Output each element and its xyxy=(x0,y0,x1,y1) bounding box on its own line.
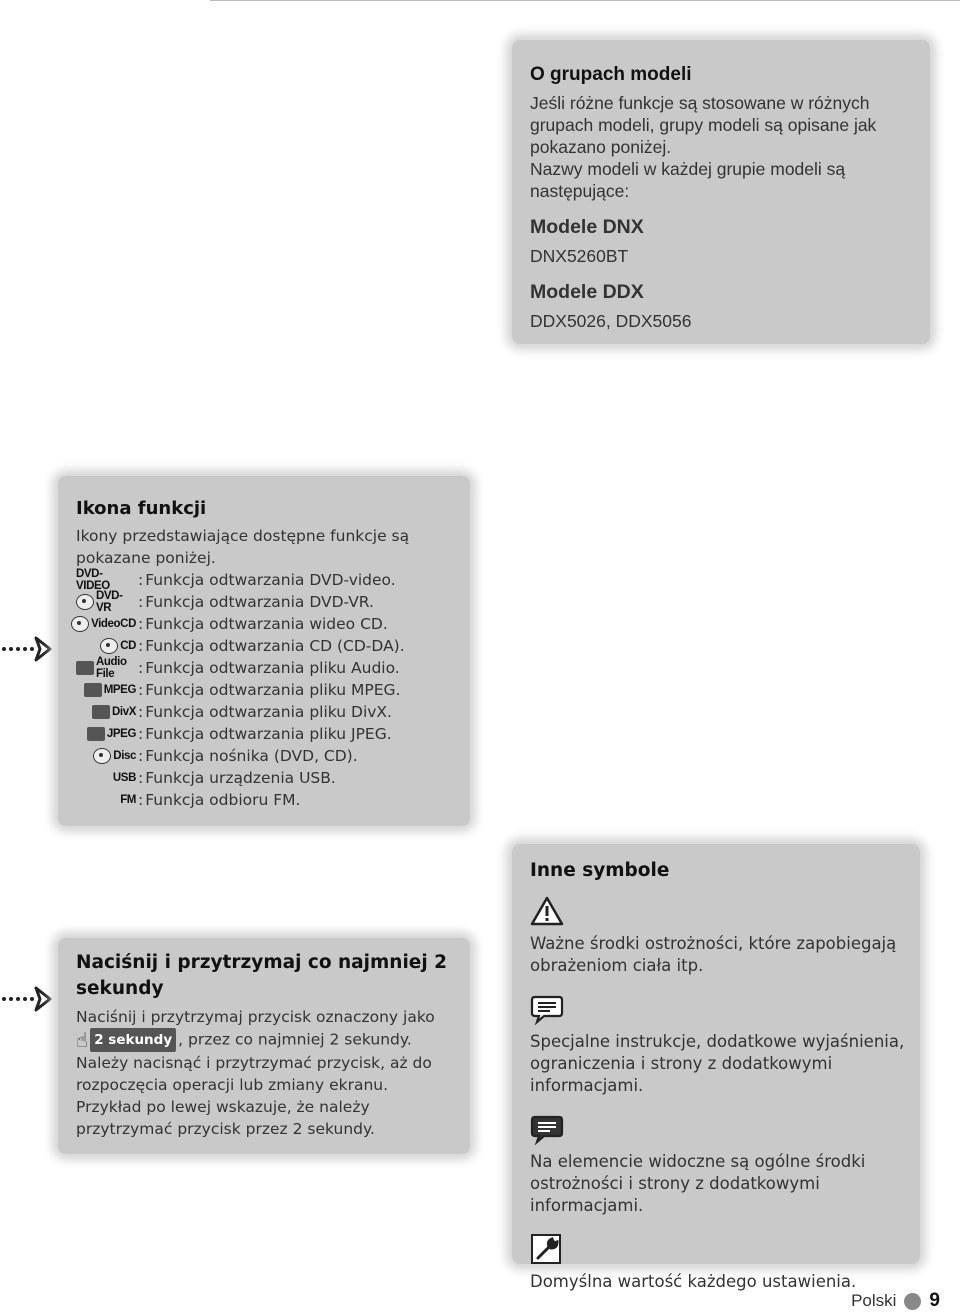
separator: : xyxy=(138,791,144,809)
file-shape-icon xyxy=(87,727,105,741)
function-icon-text: Funkcja odtwarzania pliku DivX. xyxy=(145,703,392,721)
note-text: Specjalne instrukcje, dodatkowe wyjaśnienia, ograniczenia i strony z dodatkowymi informacjami. xyxy=(530,1032,905,1095)
separator: : xyxy=(138,769,144,787)
audio-file-icon xyxy=(76,656,136,680)
video-cd-icon xyxy=(76,615,136,633)
separator: : xyxy=(138,593,144,611)
dvd-video-icon xyxy=(76,568,136,592)
press-hold-title: Naciśnij i przytrzymaj co najmniej 2 sekundy xyxy=(76,952,447,999)
default-text: Domyślna wartość każdego ustawienia. xyxy=(530,1272,857,1291)
separator: : xyxy=(138,725,144,743)
press-hold-line-4: Przykład po lewej wskazuje, że należy przytrzymać przycisk przez 2 sekundy. xyxy=(76,1098,375,1138)
dvd-vr-icon xyxy=(76,590,136,614)
separator: : xyxy=(138,659,144,677)
ddx-group-title: Modele DDX xyxy=(530,281,644,303)
function-icon-text: Funkcja odtwarzania DVD-video. xyxy=(145,571,396,589)
disc-shape-icon xyxy=(76,594,94,610)
function-icons-intro: Ikony przedstawiające dostępne funkcje są pokazane poniżej. xyxy=(76,527,410,567)
divx-icon xyxy=(76,703,136,721)
symbol-warning xyxy=(530,895,910,977)
function-icon-row xyxy=(76,569,456,591)
function-icon-label: CD xyxy=(120,640,136,652)
function-icon-row xyxy=(76,657,456,679)
model-groups-intro: Jeśli różne funkcje są stosowane w różnych grupach modeli, grupy modeli są opisane jak pokazano poniżej. xyxy=(530,93,877,157)
usb-icon xyxy=(76,769,136,787)
page-number: 9 xyxy=(929,1290,940,1311)
function-icon-row xyxy=(76,679,456,701)
footer-dot-icon xyxy=(904,1293,921,1310)
function-icon-row xyxy=(76,767,456,789)
press-hold-line-2-text: , przez co najmniej 2 sekundy. xyxy=(178,1030,412,1049)
function-icons-box xyxy=(58,476,470,826)
file-shape-icon xyxy=(92,705,110,719)
jpeg-icon xyxy=(76,725,136,743)
symbol-default xyxy=(530,1233,910,1293)
other-symbols-box xyxy=(512,844,920,1291)
separator: : xyxy=(138,615,144,633)
function-icon-text: Funkcja odtwarzania pliku MPEG. xyxy=(145,681,401,699)
cd-icon xyxy=(76,637,136,655)
function-icon-row xyxy=(76,591,456,613)
function-icon-row xyxy=(76,613,456,635)
function-icon-label: DVD-VIDEO xyxy=(76,568,110,592)
disc-shape-icon xyxy=(100,638,118,654)
model-groups-title: O grupach modeli xyxy=(530,64,692,85)
separator: : xyxy=(138,703,144,721)
function-icon-row xyxy=(76,701,456,723)
hand-press-icon: ☝ xyxy=(76,1028,89,1052)
warning-icon xyxy=(530,895,564,927)
disc-icon xyxy=(76,747,136,765)
warning-text: Ważne środki ostrożności, które zapobiegają obrażeniom ciała itp. xyxy=(530,934,897,975)
model-groups-intro-2: Nazwy modeli w każdej grupie modeli są następujące: xyxy=(530,159,846,201)
symbol-note xyxy=(530,993,910,1097)
two-seconds-chip: 2 sekundy xyxy=(90,1028,176,1052)
function-icon-row xyxy=(76,635,456,657)
function-icon-label: JPEG xyxy=(106,728,136,740)
other-symbols-title: Inne symbole xyxy=(530,860,670,881)
press-hold-box xyxy=(58,938,470,1154)
function-icon-text: Funkcja odtwarzania pliku JPEG. xyxy=(145,725,392,743)
dnx-group-title: Modele DNX xyxy=(530,216,644,238)
function-icon-text: Funkcja urządzenia USB. xyxy=(145,769,336,787)
fm-icon xyxy=(76,791,136,809)
function-icon-label: MPEG xyxy=(103,684,136,696)
model-groups-box xyxy=(512,40,930,344)
function-icon-text: Funkcja odtwarzania DVD-VR. xyxy=(145,593,374,611)
pointer-arrow-icon xyxy=(0,634,56,664)
press-hold-line-3: Należy nacisnąć i przytrzymać przycisk, aż do rozpoczęcia operacji lub zmiany ekranu. xyxy=(76,1054,432,1094)
pointer-arrow-icon xyxy=(0,984,56,1014)
page-footer xyxy=(851,1290,940,1312)
ddx-group-models: DDX5026, DDX5056 xyxy=(530,311,692,331)
separator: : xyxy=(138,681,144,699)
press-hold-example xyxy=(76,1028,176,1052)
separator: : xyxy=(138,571,144,589)
footer-language: Polski xyxy=(851,1291,897,1310)
file-shape-icon xyxy=(84,683,102,697)
function-icon-label: VideoCD xyxy=(91,618,136,630)
top-rule xyxy=(210,0,960,1)
function-icon-text: Funkcja odtwarzania pliku Audio. xyxy=(145,659,400,677)
function-icon-label: DivX xyxy=(112,706,136,718)
separator: : xyxy=(138,747,144,765)
disc-shape-icon xyxy=(71,616,89,632)
note-icon xyxy=(530,993,564,1025)
function-icon-label: USB xyxy=(112,772,136,784)
function-icon-text: Funkcja odtwarzania wideo CD. xyxy=(145,615,388,633)
function-icons-title: Ikona funkcji xyxy=(76,498,207,519)
press-hold-line-2 xyxy=(76,1028,460,1052)
function-icon-row xyxy=(76,789,456,811)
file-shape-icon xyxy=(76,661,94,675)
function-icon-label: DVD-VR xyxy=(96,590,123,614)
disc-shape-icon xyxy=(93,748,111,764)
press-hold-line-1: Naciśnij i przytrzymaj przycisk oznaczony jako xyxy=(76,1008,435,1026)
info-text: Na elemencie widoczne są ogólne środki ostrożności i strony z dodatkowymi informacjami. xyxy=(530,1152,866,1215)
function-icon-label: Audio File xyxy=(96,656,127,680)
wrench-icon xyxy=(530,1233,564,1265)
function-icon-text: Funkcja nośnika (DVD, CD). xyxy=(145,747,358,765)
function-icon-label: FM xyxy=(120,794,136,806)
function-icon-row xyxy=(76,723,456,745)
info-icon xyxy=(530,1113,564,1145)
separator: : xyxy=(138,637,144,655)
mpeg-icon xyxy=(76,681,136,699)
symbol-info xyxy=(530,1113,910,1217)
function-icon-label: Disc xyxy=(113,750,136,762)
dnx-group-models: DNX5260BT xyxy=(530,246,629,266)
function-icon-text: Funkcja odbioru FM. xyxy=(145,791,301,809)
function-icon-row xyxy=(76,745,456,767)
function-icon-text: Funkcja odtwarzania CD (CD-DA). xyxy=(145,637,405,655)
